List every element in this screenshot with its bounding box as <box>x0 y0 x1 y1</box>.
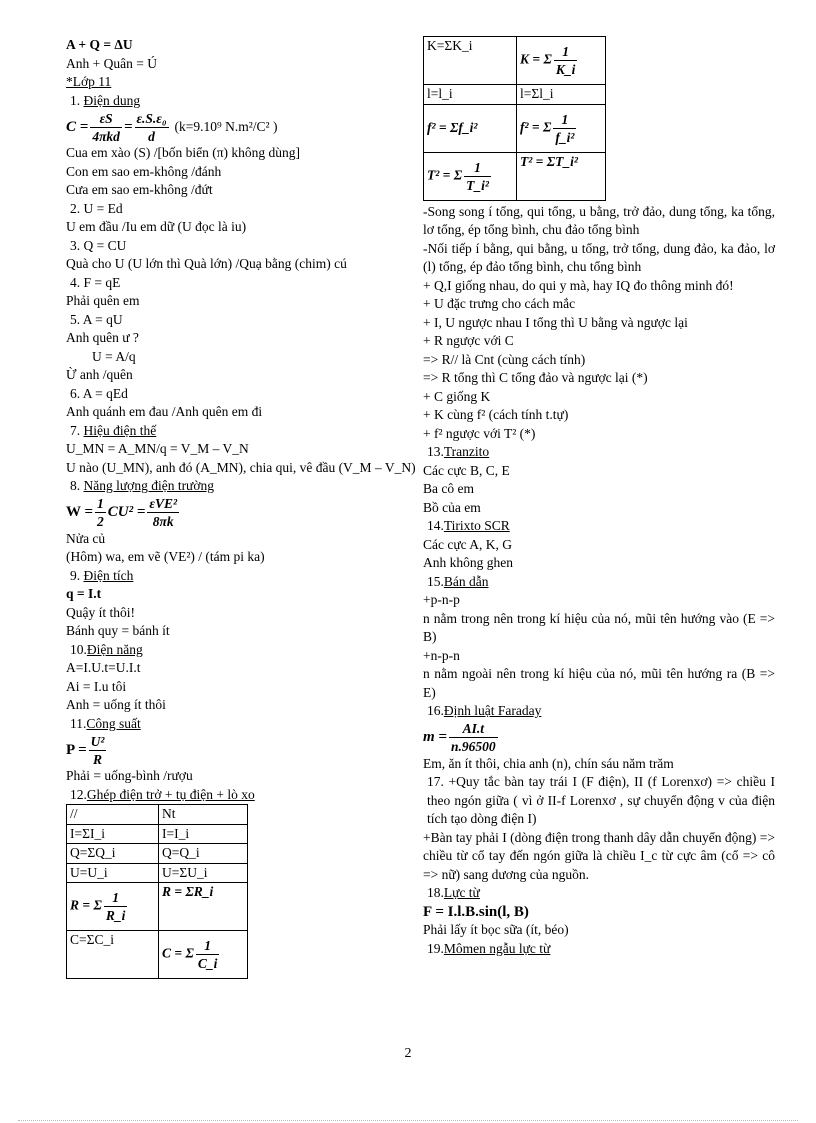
topic-heading: 15.Bán dẫn <box>427 573 489 589</box>
table-row: K=ΣK_i K = Σ $\frac{1}{K\_i}$ <box>424 37 606 85</box>
formula-voltage: U_MN = A_MN/q = V_M – V_N <box>66 441 249 456</box>
note: +p-n-p <box>423 592 460 607</box>
topic-heading: 1. Điện dung <box>70 92 141 108</box>
mnemonic: Phải lấy ít bọc sữa (ít, béo) <box>423 922 569 937</box>
note: Các cực B, C, E <box>423 462 510 478</box>
left-column <box>66 36 416 979</box>
mnemonic: Quậy ít thôi! <box>66 604 135 620</box>
table-row: C=ΣC_i C = Σ $\frac{1}{C\_i}$ <box>67 931 248 979</box>
note-right-hand-rule: +Bàn tay phải I (dòng điện trong thanh dây dẫn chuyển động) => chiều từ cổ tay đến ngón giữa là chiều I_c từ cực âm (cổ => cô => nữ) sang dương của nguồn. <box>423 829 776 882</box>
note: + K cùng f² (cách tính t.tự) <box>423 407 569 422</box>
table-header-series: Nt <box>159 805 248 825</box>
spring-table <box>423 36 606 201</box>
formula-energy: A + Q = ΔU <box>66 37 133 52</box>
table-row: f² = Σf_i² f² = Σ $\frac{1}{\text{f\_i²}}$ <box>424 104 606 152</box>
topic-formula: 3. Q = CU <box>70 237 127 253</box>
mnemonic: Phải = uống-bình /rượu <box>66 768 193 783</box>
mnemonic: Bánh quy = bánh ít <box>66 623 170 638</box>
topic-formula: 6. A = qEd <box>70 385 128 401</box>
formula-field-energy: W = $\frac{1}{2}$ CU² = $\frac{\text{εVE²}}{8\pi k}$ <box>66 496 178 529</box>
note: n nằm ngoài nên trong kí hiệu của nó, mũi tên hướng ra (B => E) <box>423 666 775 700</box>
table-header-parallel: // <box>67 805 159 825</box>
note: + Q,I giống nhau, do qui y mà, hay IQ đo thông minh đó! <box>423 277 734 293</box>
note: Các cực A, K, G <box>423 536 513 552</box>
formula: U = A/q <box>92 348 136 364</box>
mnemonic: Ừ anh /quên <box>66 367 133 382</box>
note: + I, U ngược nhau I tổng thì U bằng và ngược lại <box>423 314 688 330</box>
topic-heading: 7. Hiệu điện thế <box>70 422 157 438</box>
mnemonic: Ba cô em <box>423 481 474 496</box>
topic-formula: 4. F = qE <box>70 274 121 290</box>
note: + f² ngược với T² (*) <box>423 425 536 441</box>
topic-heading: 10.Điện năng <box>70 641 143 657</box>
mnemonic: Phải quên em <box>66 293 140 308</box>
mnemonic: Anh quánh em đau /Anh quên em đi <box>66 404 263 419</box>
page-number: 2 <box>404 1046 412 1061</box>
formula-faraday: m = $\frac{AI.t}{n.96500}$ <box>423 721 496 754</box>
topic-heading: 13.Tranzito <box>427 444 490 459</box>
mnemonic: Bồ của em <box>423 499 481 515</box>
mnemonic: Anh không ghen <box>423 555 513 570</box>
note: n nằm trong nên trong kí hiệu của nó, mũi tên hướng vào (E => B) <box>423 610 775 644</box>
topic-heading: 18.Lực từ <box>427 885 480 900</box>
section-heading: *Lớp 11 <box>66 74 112 89</box>
mnemonic: Ai = I.u tôi <box>66 678 127 694</box>
table-row: I=ΣI_i I=I_i <box>67 824 248 844</box>
mnemonic: Anh = uống ít thôi <box>66 697 166 712</box>
formula-charge: q = I.t <box>66 586 102 601</box>
topic-heading: 9. Điện tích <box>70 567 134 583</box>
mnemonic: U nào (U_MN), anh đó (A_MN), chia qui, vê đầu (V_M – V_N) <box>66 459 416 475</box>
table-row: l=l_i l=Σl_i <box>424 85 606 105</box>
topic-heading: 19.Mômen ngẫu lực từ <box>427 940 551 956</box>
mnemonic: Cua em xào (S) /[bốn biển (π) không dùng] <box>66 145 301 160</box>
formula: A=I.U.t=U.I.t <box>66 660 141 675</box>
mnemonic: (Hôm) wa, em vẽ (VE²) / (tám pi ka) <box>66 549 265 564</box>
note: +n-p-n <box>423 647 460 663</box>
mnemonic: Quà cho U (U lớn thì Quà lớn) /Quạ bằng (chim) cú <box>66 256 347 271</box>
mnemonic: Nửa củ <box>66 530 106 546</box>
mnemonic: Cưa em sao em-không /đứt <box>66 182 213 197</box>
topic-formula: 5. A = qU <box>70 311 123 327</box>
note: + U đặc trưng cho cách mắc <box>423 296 576 311</box>
mnemonic: Em, ăn ít thôi, chia anh (n), chín sáu năm trăm <box>423 755 674 771</box>
page-bottom-divider <box>18 1120 798 1121</box>
mnemonic: U em đầu /Iu em dữ (U đọc là iu) <box>66 219 247 234</box>
topic-heading: 11.Công suất <box>70 715 141 731</box>
note: => R tổng thì C tổng đảo và ngược lại (*) <box>423 370 648 385</box>
formula-capacitance: C = $\frac{\varepsilon S}{\text{4πkd}}$ = $\frac{\text{ε.S.ε₀}}{d}$ (k=9.10⁹ N.m²/C² ) <box>66 110 278 144</box>
formula-power: P = $\frac{\text{U²}}{R}$ <box>66 733 105 767</box>
table-row: R = Σ $\frac{1}{R\_i}$ R = ΣR_i <box>67 883 248 931</box>
mnemonic: Anh quên ư ? <box>66 330 139 345</box>
note: + R ngược với C <box>423 333 514 348</box>
topic-heading: 14.Tirixto SCR <box>427 518 510 533</box>
right-column <box>423 36 775 958</box>
note: + C giống K <box>423 388 491 404</box>
note: => R// là Cnt (cùng cách tính) <box>423 351 586 367</box>
table-row: U=U_i U=ΣU_i <box>67 863 248 883</box>
topic-heading: 12.Ghép điện trở + tụ điện + lò xo <box>70 786 255 802</box>
note-series: -Nối tiếp í bằng, qui bằng, u tổng, trở tổng, dung đảo, ka đảo, lơ (l) tổng, ép đảo tổng bình, chu tổng bình <box>423 240 775 274</box>
topic-formula: 2. U = Ed <box>70 200 123 216</box>
mnemonic: Con em sao em-không /đánh <box>66 163 222 179</box>
topic-heading: 8. Năng lượng điện trường <box>70 478 215 493</box>
table-row: Q=ΣQ_i Q=Q_i <box>67 844 248 864</box>
combination-table <box>66 804 248 979</box>
mnemonic: Anh + Quân = Ú <box>66 55 157 71</box>
table-row: T² = Σ $\frac{1}{\text{T\_i²}}$ T² = ΣT_i² <box>424 152 606 200</box>
note-left-hand-rule: 17. +Quy tắc bàn tay trái I (F điện), II (f Lorenxơ) => chiều I theo ngón giữa ( vì ở II-f Lorenxơ , sự chuyển động v của điện tích tạo dòng điện I) <box>427 774 775 826</box>
formula-magnetic-force: F = I.l.B.sin(l, B) <box>423 903 529 920</box>
topic-heading: 16.Định luật Faraday <box>427 703 542 718</box>
note-parallel: -Song song í tổng, qui tổng, u bằng, trở đảo, dung tổng, ka tổng, lơ tổng, ép tổng bình, chu đảo tổng bình <box>423 203 775 237</box>
